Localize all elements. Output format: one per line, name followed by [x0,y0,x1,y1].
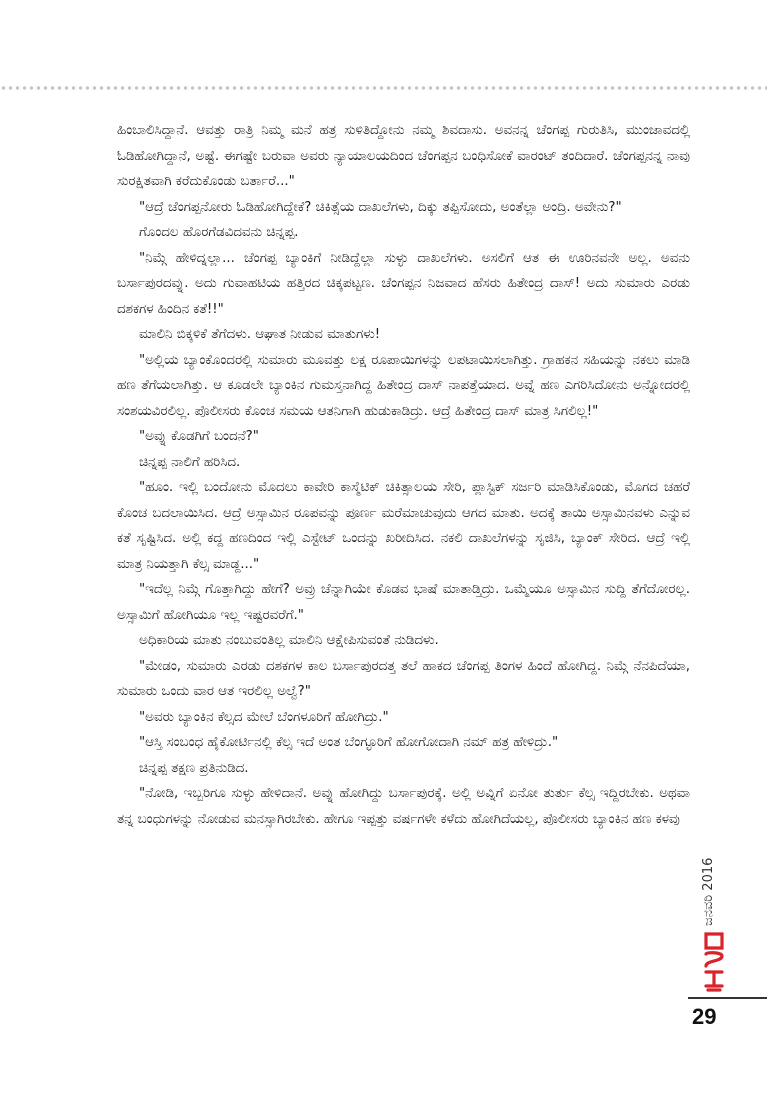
story-paragraph: ಗೊಂದಲ ಹೊರಗೆಡವಿದವನು ಚಿನ್ನಪ್ಪ. [139,225,299,240]
magazine-logo [702,930,726,994]
story-paragraph: "ಆದ್ರೆ ಚೆಂಗಪ್ಪನೋರು ಓಡಿಹೋಗಿದ್ದೇಕೆ? ಚಿಕಿತ್ಸೆಯ ದಾಖಲೆಗಳು, ದಿಕ್ಕು ತಪ್ಪಿಸೋದು, ಅಂತೆಲ್ಲಾ ಅಂದ್ರಿ. ಅವೇನು?" [139,199,622,215]
story-paragraph: "ಇದೆಲ್ಲ ನಿಮ್ಗೆ ಗೊತ್ತಾಗಿದ್ದು ಹೇಗೆ? ಅವ್ರು ಚೆನ್ನಾಗಿಯೇ ಕೊಡವ ಭಾಷೆ ಮಾತಾಡ್ತಿದ್ರು. ಒಮ್ಮೆಯೂ ಅಸ್ಸಾಮಿನ ಸುದ್ದಿ ತೆಗೆದೋರಲ್ಲ. ಅಸ್ಸಾಮಿಗೆ ಹೋಗಿಯೂ ಇಲ್ಲ ಇಷ್ಟರವರೆಗೆ." [117,582,690,623]
story-paragraph: ಚಿನ್ನಪ್ಪ ನಾಲಿಗೆ ಹರಿಸಿದ. [139,454,241,470]
story-paragraph: "ನಿಮ್ಗೆ ಹೇಳಿದ್ನಲ್ಲಾ... ಚೆಂಗಪ್ಪ ಬ್ಯಾಂಕಿಗೆ ನೀಡಿದ್ದೆಲ್ಲಾ ಸುಳ್ಳು ದಾಖಲೆಗಳು. ಅಸಲಿಗೆ ಆತ ಈ ಊರಿನವನೇ ಅಲ್ಲ. ಅವನು ಬರ್ಸಾಪುರದವ್ನು. ಅದು ಗುವಾಹಟಿಯ ಹತ್ತಿರದ ಚಿಕ್ಕಪಟ್ಟಣ. ಚೆಂಗಪ್ಪನ ನಿಜವಾದ ಹೆಸರು ಹಿತೇಂದ್ರ ದಾಸ್! ಅದು ಸುಮಾರು ಎರಡು ದಶಕಗಳ ಹಿಂದಿನ ಕತೆ!!" [117,250,690,317]
story-paragraph: "ಅವ್ನು ಕೊಡಗಿಗೆ ಬಂದನೆ?" [139,429,259,444]
story-paragraph: ಚಿನ್ನಪ್ಪ ತಕ್ಷಣ ಪ್ರತಿನುಡಿದ. [139,760,249,776]
story-paragraph: "ಹೂಂ. ಇಲ್ಲಿ ಬಂದೋನು ಮೊದಲು ಕಾವೇರಿ ಕಾಸ್ಮೆಟಿಕ್ ಚಿಕಿತ್ಸಾಲಯ ಸೇರಿ, ಪ್ಲಾಸ್ಟಿಕ್ ಸರ್ಜರಿ ಮಾಡಿಸಿಕೊಂಡು, ಮೊಗದ ಚಹರೆ ಕೊಂಚ ಬದಲಾಯಿಸಿದ. ಆದ್ರೆ ಅಸ್ಸಾಮಿನ ರೂಪವನ್ನು ಪೂರ್ಣ ಮರೆಮಾಚುವುದು ಆಗದ ಮಾತು. ಅದಕ್ಕೆ ತಾಯಿ ಅಸ್ಸಾಮಿನವಳು ಎನ್ನುವ ಕತೆ ಸೃಷ್ಟಿಸಿದ. ಅಲ್ಲಿ ಕದ್ದ ಹಣದಿಂದ ಇಲ್ಲಿ ಎಸ್ಟೇಟ್ ಒಂದನ್ನು ಖರೀದಿಸಿದ. ನಕಲಿ ದಾಖಲೆಗಳನ್ನು ಸೃಜಿಸಿ, ಬ್ಯಾಂಕ್ ಸೇರಿದ. ಆದ್ರೆ ಇಲ್ಲಿ ಮಾತ್ರ ನಿಯತ್ತಾಗಿ ಕೆಲ್ಸ ಮಾಡ್ದ..." [117,480,690,572]
story-paragraph: ಅಧಿಕಾರಿಯ ಮಾತು ನಂಬುವಂತಿಲ್ಲ ಮಾಲಿನಿ ಆಕ್ಷೇಪಿಸುವಂತೆ ನುಡಿದಳು. [139,633,439,648]
story-paragraph: "ನೋಡಿ, ಇಬ್ಬರಿಗೂ ಸುಳ್ಳು ಹೇಳಿದಾನೆ. ಅವ್ನು ಹೋಗಿದ್ದು ಬರ್ಸಾಪುರಕ್ಕೆ. ಅಲ್ಲಿ ಅವ್ನಿಗೆ ಏನೋ ತುರ್ತು ಕೆಲ್ಸ ಇದ್ದಿರಬೇಕು. ಅಥವಾ ತನ್ನ ಬಂಧುಗಳನ್ನು ನೋಡುವ ಮನಸ್ಸಾಗಿರಬೇಕು. ಹೇಗೂ ಇಪ್ಪತ್ತು ವರ್ಷಗಳೇ ಕಳೆದು ಹೋಗಿದೆಯಲ್ಲ, ಪೊಲೀಸರು ಬ್ಯಾಂಕಿನ ಹಣ ಕಳವು [117,786,690,827]
issue-date: ಜನವರಿ 2016 [701,857,716,926]
story-paragraph: "ಅಲ್ಲಿಯ ಬ್ಯಾಂಕೊಂದರಲ್ಲಿ ಸುಮಾರು ಮೂವತ್ತು ಲಕ್ಷ ರೂಪಾಯಿಗಳನ್ನು ಲಪಟಾಯಿಸಲಾಗಿತ್ತು. ಗ್ರಾಹಕನ ಸಹಿಯನ್ನು ನಕಲು ಮಾಡಿ ಹಣ ತೆಗೆಯಲಾಗಿತ್ತು. ಆ ಕೂಡಲೇ ಬ್ಯಾಂಕಿನ ಗುಮಸ್ತನಾಗಿದ್ದ ಹಿತೇಂದ್ರ ದಾಸ್ ನಾಪತ್ತೆಯಾದ. ಅವ್ನೆ ಹಣ ಎಗರಿಸಿದೋನು ಅನ್ನೋದರಲ್ಲಿ ಸಂಶಯವಿರಲಿಲ್ಲ. ಪೊಲೀಸರು ಕೊಂಚ ಸಮಯ ಆತನಿಗಾಗಿ ಹುಡುಕಾಡಿದ್ರು. ಆದ್ರೆ ಹಿತೇಂದ್ರ ದಾಸ್ ಮಾತ್ರ ಸಿಗಲಿಲ್ಲ!" [117,352,690,419]
top-dotted-divider [0,86,767,90]
story-paragraph: ಹಿಂಬಾಲಿಸಿದ್ದಾನೆ. ಆವತ್ತು ರಾತ್ರಿ ನಿಮ್ಮ ಮನೆ ಹತ್ರ ಸುಳಿತಿದ್ದೋನು ನಮ್ಮ ಶಿವದಾಸು. ಅವನನ್ನ ಚೆಂಗಪ್ಪ ಗುರುತಿಸಿ, ಮುಂಜಾವದಲ್ಲಿ ಓಡಿಹೋಗಿದ್ದಾನೆ, ಅಷ್ಟೆ. ಈಗಷ್ಟೇ ಬರುವಾ ಅವರು ನ್ಯಾಯಾಲಯದಿಂದ ಚೆಂಗಪ್ಪನ ಬಂಧಿಸೋಕೆ ವಾರಂಟ್ ತಂದಿದಾರೆ. ಚೆಂಗಪ್ಪನನ್ನ ನಾವು ಸುರಕ್ಷಿತವಾಗಿ ಕರೆದುಕೊಂಡು ಬರ್ತಾರೆ..." [117,123,690,189]
page-number-rule [688,997,767,999]
page-number: 29 [692,1004,717,1029]
story-paragraph: "ಅವರು ಬ್ಯಾಂಕಿನ ಕೆಲ್ಸದ ಮೇಲೆ ಬೆಂಗಳೂರಿಗೆ ಹೋಗಿದ್ರು." [139,709,389,725]
story-body [117,118,690,832]
story-paragraph: "ಮೇಡಂ, ಸುಮಾರು ಎರಡು ದಶಕಗಳ ಕಾಲ ಬರ್ಸಾಪುರದತ್ತ ತಲೆ ಹಾಕದ ಚೆಂಗಪ್ಪ ತಿಂಗಳ ಹಿಂದೆ ಹೋಗಿದ್ದ. ನಿಮ್ಗೆ ನೆನಪಿದೆಯಾ, ಸುಮಾರು ಒಂದು ವಾರ ಆತ ಇರಲಿಲ್ಲ ಅಲ್ವೆ?" [117,658,690,699]
story-paragraph: "ಆಸ್ತಿ ಸಂಬಂಧ ಹೈಕೋರ್ಟಿನಲ್ಲಿ ಕೆಲ್ಸ ಇದೆ ಅಂತ ಬೆಂಗ್ಳೂರಿಗೆ ಹೋಗೋದಾಗಿ ನಮ್ ಹತ್ರ ಹೇಳಿದ್ರು." [139,735,559,750]
story-paragraph: ಮಾಲಿನಿ ಬಿಕ್ಕಳಿಕೆ ತೆಗೆದಳು. ಆಘಾತ ನೀಡುವ ಮಾತುಗಳು! [139,327,381,342]
